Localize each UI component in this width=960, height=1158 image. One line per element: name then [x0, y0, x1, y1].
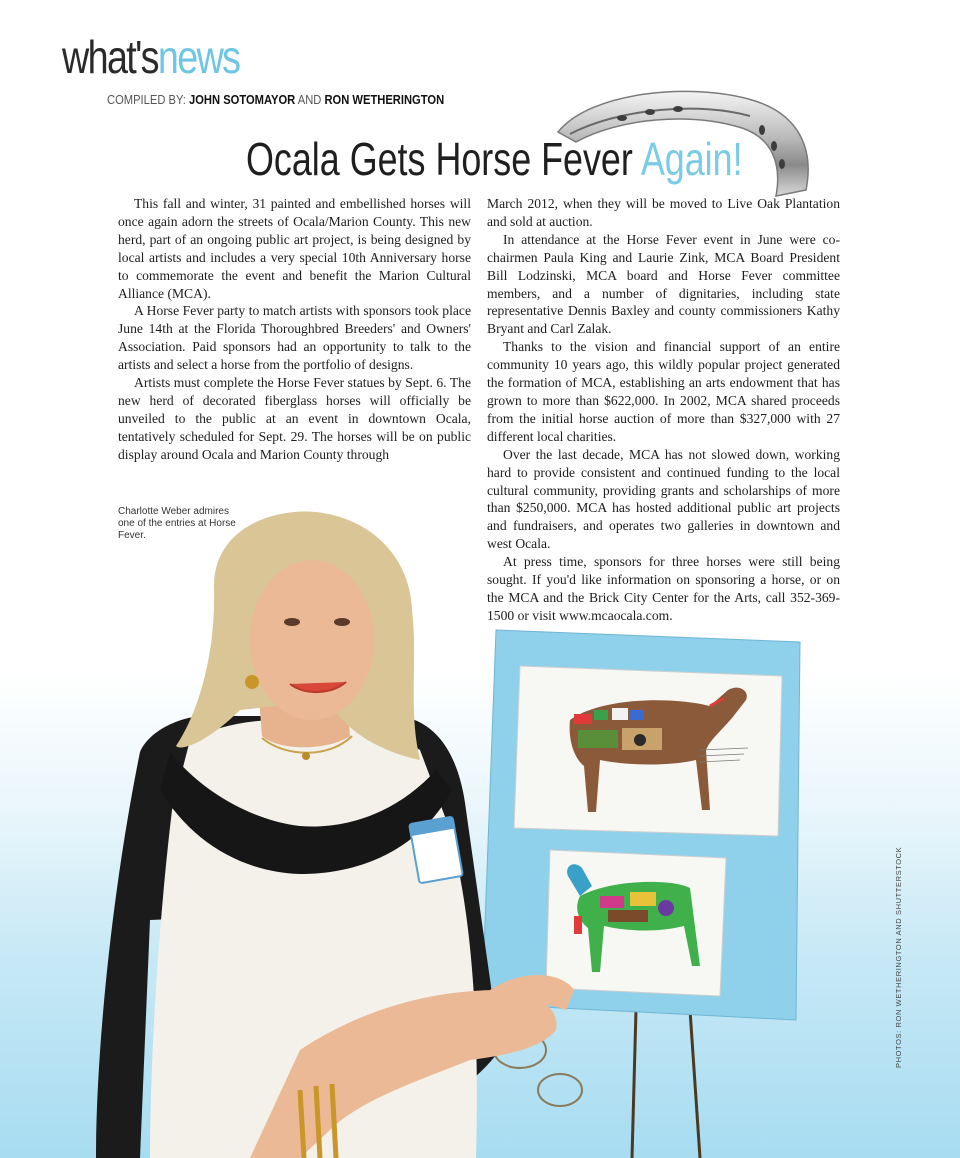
photo-horse-fever-event — [0, 490, 960, 1158]
headline-main: Ocala Gets Horse Fever — [246, 133, 633, 185]
byline — [107, 92, 444, 107]
easel — [632, 1010, 700, 1158]
paragraph: Over the last decade, MCA has not slowed down, working hard to provide consistent and continued funding to the local cultural community, providing grants and scholarships of more than $250,000. MCA has hosted additional public art projects and fundraisers, and operates two galleries in downtown and west Ocala. — [487, 446, 840, 552]
section-title-word2: news — [157, 31, 240, 83]
paragraph: Artists must complete the Horse Fever statues by Sept. 6. The new herd of decorated fiberglass horses will officially be unveiled to the public at an event in downtown Ocala, tentatively scheduled for Sept. 29. The horses will be on public display around Ocala and Marion County through — [118, 375, 471, 462]
byline-author-2: RON WETHERINGTON — [324, 92, 445, 107]
paragraph: A Horse Fever party to match artists with sponsors took place June 14th at the Florida Thoroughbred Breeders' and Owners' Association. Paid sponsors had an opportunity to talk to the artists and select a horse from the portfolio of designs. — [118, 303, 471, 373]
byline-prefix: COMPILED BY: — [107, 92, 186, 107]
headline-accent: Again! — [640, 133, 743, 185]
paragraph: In attendance at the Horse Fever event in June were co-chairmen Paula King and Laurie Zink, MCA Board President Bill Lodzinski, MCA board and Horse Fever committee members, and a number of dignitaries, including state representative Dennis Baxley and county commissioners Kathy Bryant and Carl Zalak. — [487, 231, 840, 337]
paragraph-continued: March 2012, when they will be moved to Live Oak Plantation and sold at auction. — [487, 196, 840, 229]
photo-credit-text: PHOTOS: RON WETHERINGTON AND SHUTTERSTOCK — [894, 846, 903, 1068]
photo-credit — [894, 846, 903, 1068]
byline-author-1: JOHN SOTOMAYOR — [189, 92, 296, 107]
photo-caption: Charlotte Weber admires one of the entries at Horse Fever. — [118, 506, 236, 541]
paragraph: At press time, sponsors for three horses were still being sought. If you'd like information on sponsoring a horse, or on the MCA and the Brick City Center for the Arts, call 352-369-1500 or visit www.mcaocala.com. — [487, 554, 840, 623]
section-title — [62, 31, 240, 83]
section-title-word1: what's — [62, 31, 158, 83]
paragraph: Thanks to the vision and financial support of an entire community 10 years ago, this wildly popular project generated the formation of MCA, establishing an arts endowment that has grown to more than $622,000. In 2002, MCA shared proceeds from the initial horse auction of more than $327,000 with 27 different local charities. — [487, 339, 840, 444]
paragraph: This fall and winter, 31 painted and embellished horses will once again adorn the streets of Ocala/Marion County. This new herd, part of an ongoing public art project, is being designed by local artists and includes a very special 10th Anniversary horse to commemorate the event and benefit the Marion Cultural Alliance (MCA). — [118, 196, 471, 301]
byline-and: AND — [297, 92, 322, 107]
article-column-left — [118, 195, 471, 464]
article-headline — [246, 134, 743, 185]
